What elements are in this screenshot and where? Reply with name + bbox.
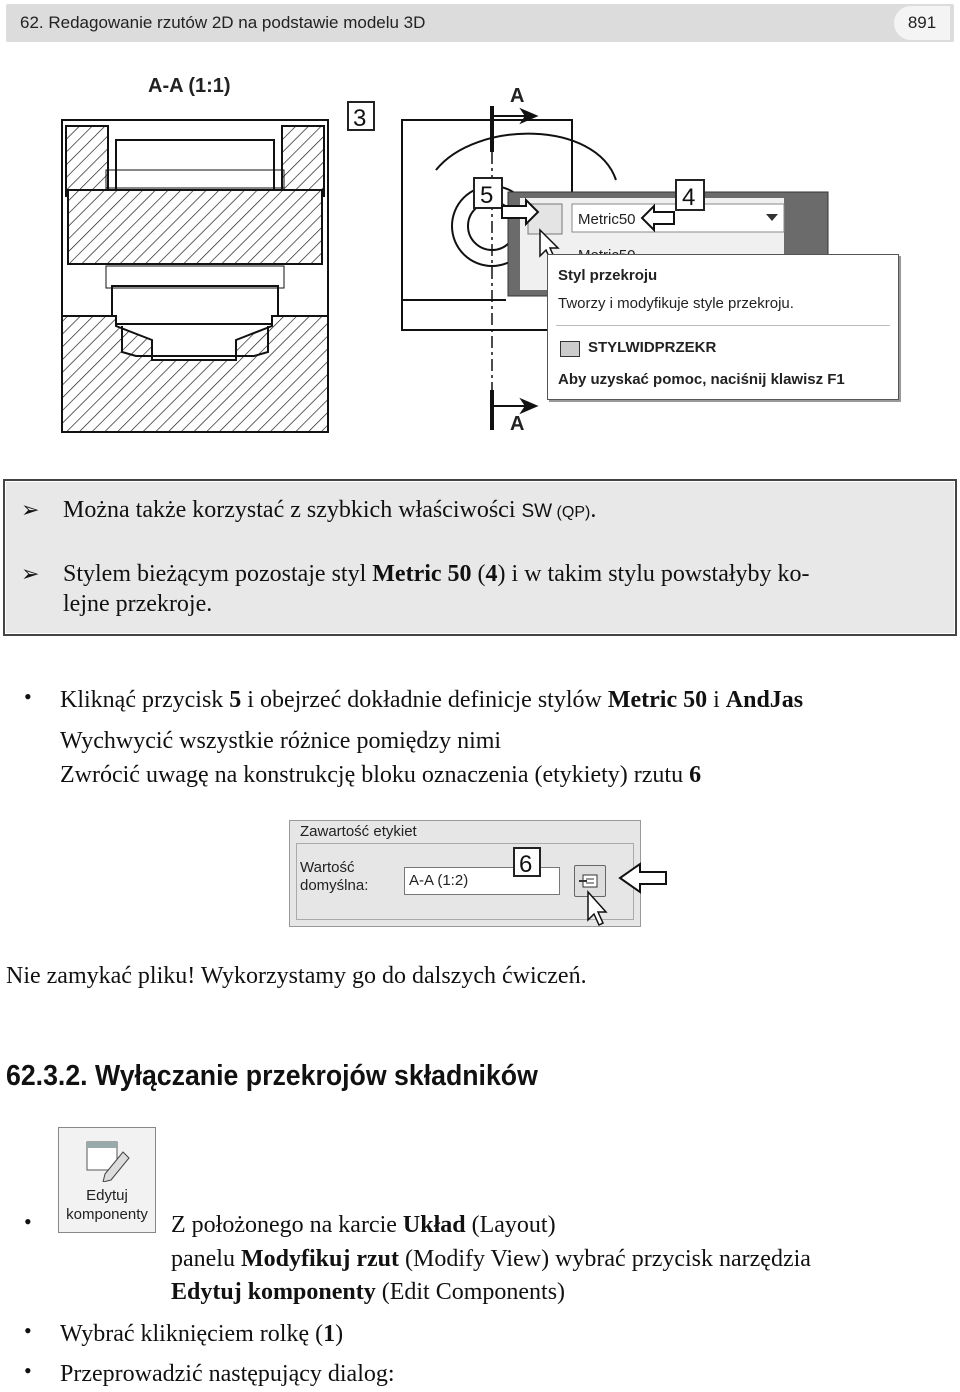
spiral-outer (436, 134, 616, 180)
note-text: ) i w takim stylu powstałyby ko- (497, 561, 810, 587)
note-text: Można także korzystać z szybkich właściwości (63, 497, 522, 523)
note-text: lejne przekroje. (63, 591, 213, 617)
bullet-icon: • (24, 1358, 32, 1383)
callout-ref: 6 (689, 762, 702, 788)
style-name: Metric 50 (372, 561, 472, 587)
note-text: ( (471, 561, 486, 587)
step-text: Zwrócić uwagę na konstrukcję bloku oznaczenia (etykiety) rzutu (60, 762, 690, 788)
arrow-left-icon (620, 864, 666, 892)
mouse-cursor-icon (588, 892, 606, 925)
panel-name: Modyfikuj rzut (240, 1246, 399, 1272)
field-label-line: Wartość (300, 859, 355, 876)
step-2-line-2 (171, 1244, 811, 1274)
bore-step (106, 170, 284, 188)
tool-label-line: Edytuj (86, 1187, 128, 1204)
note-box (3, 479, 957, 636)
default-value-label (300, 859, 368, 895)
bore-step (106, 266, 284, 288)
step-2-line-3 (171, 1277, 565, 1307)
callout-ref: 5 (229, 687, 242, 713)
label-panel-callouts (510, 844, 680, 928)
step-text: (Edit Components) (375, 1279, 566, 1305)
section-arrow-bottom (492, 400, 536, 412)
page-header (6, 4, 954, 42)
tooltip (547, 254, 899, 400)
arrow-bullet-icon: ➢ (21, 561, 40, 586)
note-text: Stylem bieżącym pozostaje styl (63, 561, 373, 587)
note-code-paren: (QP) (552, 504, 591, 521)
step-3 (60, 1319, 343, 1349)
bullet-icon: • (24, 1209, 32, 1234)
callout-ref: 1 (323, 1321, 336, 1347)
step-4: Przeprowadzić następujący dialog: (60, 1361, 395, 1387)
tooltip-description: Tworzy i modyfikuje style przekroju. (558, 295, 794, 312)
step-2-line-1 (171, 1210, 556, 1240)
step-text: (Modify View) wybrać przycisk narzędzia (398, 1246, 811, 1272)
callout-ref: 4 (485, 561, 498, 587)
callout-number: 6 (519, 851, 533, 878)
note-code: SW (521, 501, 553, 522)
section-view-label: A-A (1:1) (148, 75, 231, 97)
tool-name: Edytuj komponenty (171, 1279, 376, 1305)
arrow-bullet-icon: ➢ (21, 497, 40, 522)
field-label-line: domyślna: (300, 877, 369, 894)
hatch-region (282, 126, 324, 196)
section-letter-bottom: A (510, 413, 525, 435)
step-text: panelu (171, 1246, 241, 1272)
hatch-region (66, 126, 108, 196)
step-text: i obejrzeć dokładnie definicje stylów (241, 687, 608, 713)
note-item-1 (63, 495, 596, 528)
combo-value: Metric50 (578, 211, 636, 228)
page-number: 891 (894, 6, 950, 40)
bore-outline (116, 140, 274, 190)
step-text: ) (335, 1321, 344, 1347)
closing-note: Nie zamykać pliku! Wykorzystamy go do dalszych ćwiczeń. (6, 963, 587, 989)
callout-number: 5 (480, 182, 494, 209)
chapter-title: 62. Redagowanie rzutów 2D na podstawie modelu 3D (20, 13, 426, 32)
step-text: Wybrać kliknięciem rolkę ( (60, 1321, 324, 1347)
style-name: AndJas (725, 687, 804, 713)
tab-name: Układ (402, 1212, 466, 1238)
bullet-icon: • (24, 1318, 32, 1343)
step-text: Z położonego na karcie (171, 1212, 403, 1238)
step-text: (Layout) (465, 1212, 556, 1238)
note-end: . (590, 497, 597, 523)
tooltip-help: Aby uzyskać pomoc, naciśnij klawisz F1 (558, 371, 845, 388)
step-1-line-2: Wychwycić wszystkie różnice pomiędzy nimi (60, 728, 502, 754)
section-heading: 62.3.2. Wyłączanie przekrojów składników (6, 1060, 538, 1092)
step-1-line-3 (60, 760, 701, 790)
inner-ring (112, 286, 278, 324)
bullet-icon: • (24, 684, 32, 709)
style-name: Metric 50 (607, 687, 708, 713)
panel-legend: Zawartość etykiet (300, 823, 417, 840)
edit-components-button[interactable] (58, 1127, 156, 1233)
edit-components-label (59, 1186, 155, 1224)
callout-number: 3 (353, 105, 367, 132)
note-item-2 (63, 559, 943, 619)
section-letter-top: A (510, 85, 525, 107)
hatch-base (62, 316, 328, 432)
command-icon (560, 341, 580, 357)
step-1-line-1 (60, 685, 803, 715)
tooltip-command: STYLWIDPRZEKR (588, 339, 717, 356)
default-value-input[interactable]: A-A (1:2) (404, 867, 560, 895)
step-text: i (707, 687, 726, 713)
tool-label-line: komponenty (66, 1206, 148, 1223)
edit-components-icon (85, 1138, 133, 1182)
callout-number: 4 (682, 184, 696, 211)
step-text: Kliknąć przycisk (60, 687, 230, 713)
tooltip-divider (556, 325, 890, 326)
tooltip-title: Styl przekroju (558, 267, 658, 284)
hatch-shaft (68, 190, 322, 264)
